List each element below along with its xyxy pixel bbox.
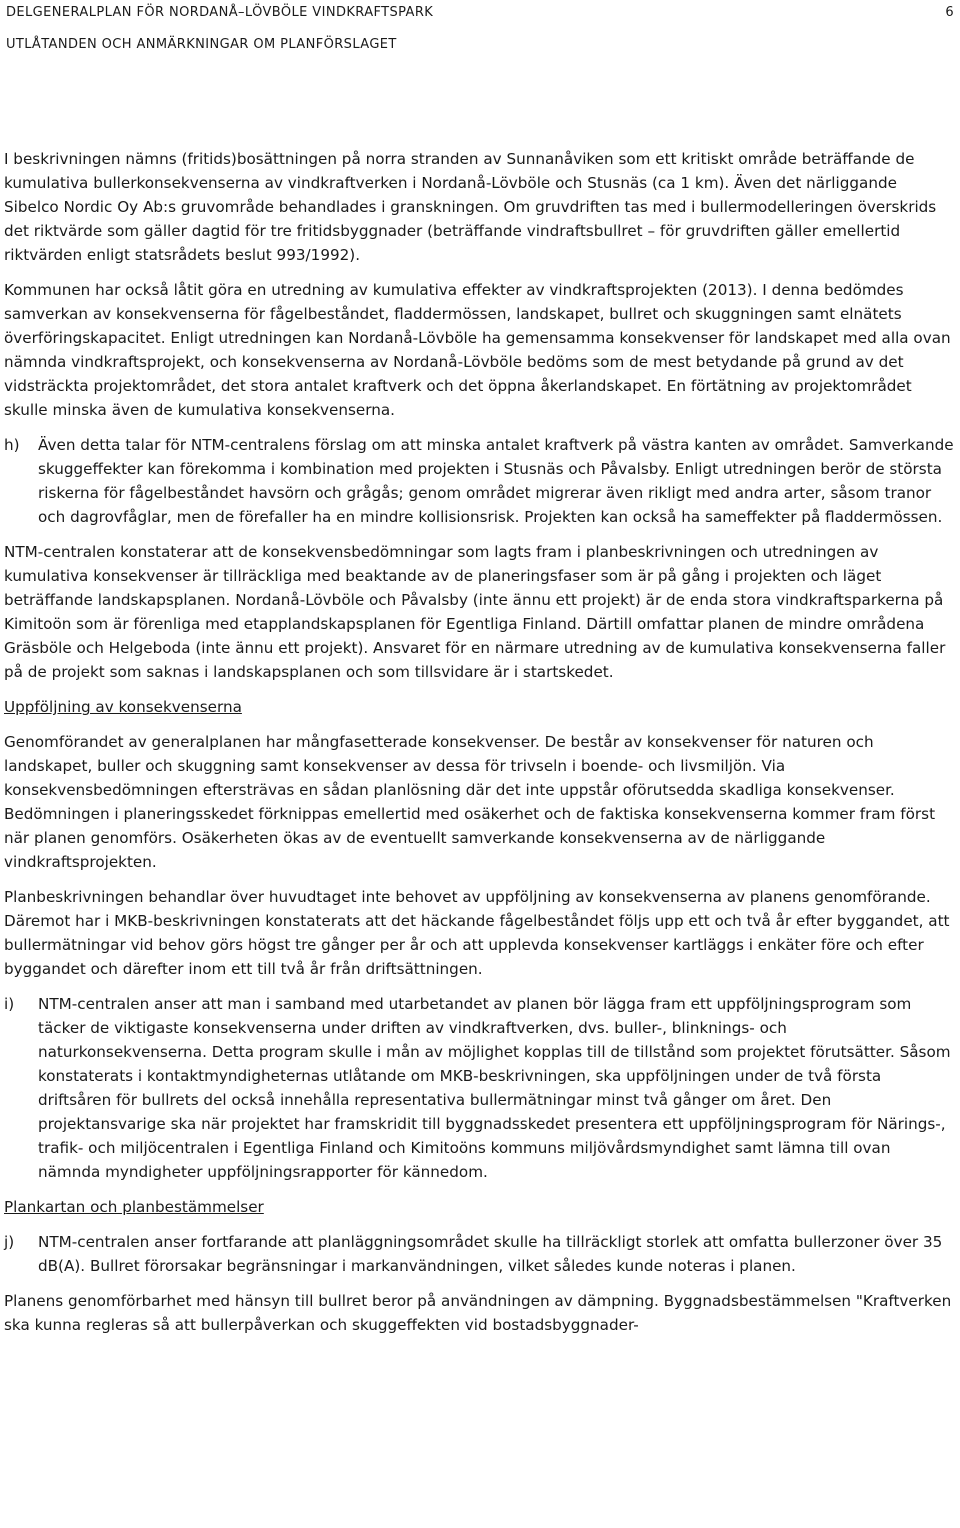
document-subtitle: UTLÅTANDEN OCH ANMÄRKNINGAR OM PLANFÖRSLAGET	[6, 37, 397, 52]
page-header	[6, 4, 954, 54]
paragraph-feasibility: Planens genomförbarhet med hänsyn till bullret beror på användningen av dämpning. Byggnadsbestämmelsen "Kraftverken ska kunna regleras så att bullerpåverkan och skuggeffekten vid bostadsbyggnader-	[4, 1292, 952, 1334]
document-title: DELGENERALPLAN FÖR NORDANÅ–LÖVBÖLE VINDKRAFTSPARK	[6, 5, 434, 20]
paragraph-bullet-impact: I beskrivningen nämns (fritids)bosättningen på norra stranden av Sunnanåviken som ett kritiskt område beträffande de kumulativa bullerkonsekvenserna av vindkraftverken i Nordanå-Lövböle och Stusnäs (ca 1 km). Även det närliggande Sibelco Nordic Oy Ab:s gruvområde behandlades i granskningen. Om gruvdriften tas med i bullermodelleringen överskrids det riktvärde som gäller dagtid för tre fritidsbyggnader (beträffande vindraftsbullret – för gruvdriften gäller emellertid riktvärden enligt statsrådets beslut 993/1992).	[4, 150, 937, 264]
list-item-letter: i)	[4, 995, 15, 1013]
paragraph-ntm-conclusion: NTM-centralen konstaterar att de konsekvensbedömningar som lagts fram i planbeskrivningen och utredningen av kumulativa konsekvenser är tillräckliga med beaktande av de planeringsfaser som är på gång i projekten och läget beträffande landskapsplanen. Nordanå-Lövböle och Påvalsby (inte ännu ett projekt) är de enda stora vindkraftsparkerna på Kimitoön som är förenliga med etapplandskapsplanen för Egentliga Finland. Därtill omfattar planen de mindre områdena Gräsböle och Helgeboda (inte ännu ett projekt). Ansvaret för en närmare utredning av de kumulativa konsekvenserna faller på de projekt som saknas i landskapsplanen och som tillsvidare är i startskedet.	[4, 543, 946, 681]
list-item-text: NTM-centralen anser att man i samband med utarbetandet av planen bör lägga fram ett uppföljningsprogram som täcker de viktigaste konsekvenserna under driften av vindkraftverken, dvs. buller-, blinknings- och naturkonsekvenserna. Detta program skulle i mån av möjlighet kopplas till de tillstånd som projektet förutsätter. Såsom konstaterats i kontaktmyndigheternas utlåtande om MKB-beskrivningen, ska uppföljningen under de två första driftsåren för bullrets del också innehålla representativa bullermätningar minst två gånger om året. Den projektansvarige ska när projektet har framskridit till byggnadsskedet presentera ett uppföljningsprogram för Närings-, trafik- och miljöcentralen i Egentliga Finland och Kimitoöns kommuns miljövårdsmyndighet samt lämna till ovan nämnda myndigheter uppföljningsrapporter för kännedom.	[38, 995, 951, 1181]
paragraph-cumulative-study: Kommunen har också låtit göra en utredning av kumulativa effekter av vindkraftsprojekten (2013). I denna bedömdes samverkan av konsekvenserna för fågelbeståndet, fladdermössen, landskapet, bullret och skuggningen samt elnätets överföringskapacitet. Enligt utredningen kan Nordanå-Lövböle ha gemensamma konsekvenser för landskapet med alla ovan nämnda vindkraftsprojekt, och konsekvenserna av Nordanå-Lövböle bedöms som de mest betydande på grund av det vidsträckta projektområdet, det stora antalet kraftverk och det öppna åkerlandskapet. En förtätning av projektområdet skulle minska även de kumulativa konsekvenserna.	[4, 281, 951, 419]
section-heading-text: Uppföljning av konsekvenserna	[4, 698, 242, 716]
section-heading-text: Plankartan och planbestämmelser	[4, 1198, 264, 1216]
list-item-h	[4, 433, 954, 529]
section-heading-followup	[4, 695, 954, 719]
list-item-j	[4, 1230, 954, 1278]
page-number: 6	[945, 5, 954, 20]
list-item-letter: j)	[4, 1233, 15, 1251]
list-item-text: NTM-centralen anser fortfarande att planläggningsområdet skulle ha tillräckligt storlek att omfatta bullerzoner över 35 dB(A). Bullret förorsakar begränsningar i markanvändningen, vilket således kunde noteras i planen.	[38, 1233, 943, 1275]
paragraph-plan-description: Planbeskrivningen behandlar över huvudtaget inte behovet av uppföljning av konsekvenserna av planens genomförande. Däremot har i MKB-beskrivningen konstaterats att det häckande fågelbeståndet följs upp ett och två år efter byggandet, att bullermätningar vid behov görs högst tre gånger per år och att upplevda konsekvenser kartläggs i enkäter före och efter byggandet och därefter inom ett till två år från driftsättningen.	[4, 888, 950, 978]
header-top-row	[6, 4, 954, 22]
list-item-letter: h)	[4, 436, 20, 454]
section-heading-plan-map	[4, 1195, 954, 1219]
paragraph-implementation: Genomförandet av generalplanen har mångfasetterade konsekvenser. De består av konsekvenser för naturen och landskapet, buller och skuggning samt konsekvenser av dessa för trivseln i boende- och livsmiljön. Via konsekvensbedömningen eftersträvas en sådan planlösning där det inte uppstår oförutsedda skadliga konsekvenser. Bedömningen i planeringsskedet förknippas emellertid med osäkerhet och de faktiska konsekvenserna kommer fram först när planen genomförs. Osäkerheten ökas av de eventuellt samverkande konsekvenserna av de närliggande vindkraftsprojekten.	[4, 733, 936, 871]
list-item-text: Även detta talar för NTM-centralens förslag om att minska antalet kraftverk på västra kanten av området. Samverkande skuggeffekter kan förekomma i kombination med projekten i Stusnäs och Påvalsby. Enligt utredningen berör de största riskerna för fågelbeståndet havsörn och grågås; genom området migrerar även rikligt med andra arter, såsom tranor och dagrovfåglar, men de förefaller ha en mindre kollisionsrisk. Projekten kan också ha sameffekter på fladdermössen.	[38, 436, 954, 526]
list-item-i	[4, 992, 954, 1184]
document-body	[4, 147, 954, 1348]
